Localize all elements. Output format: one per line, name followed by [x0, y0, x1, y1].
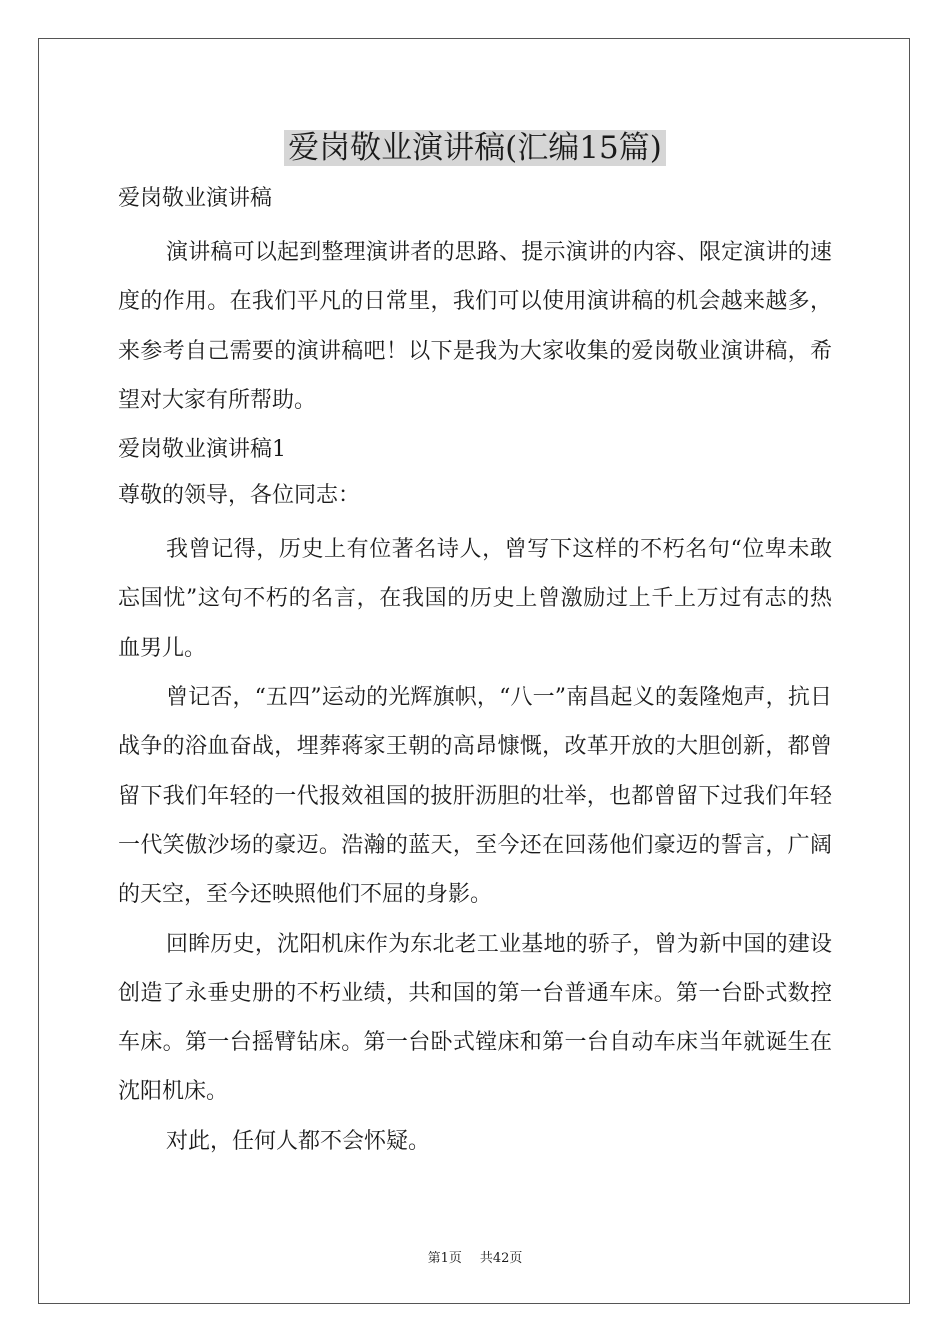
salutation: 尊敬的领导，各位同志：: [118, 483, 361, 509]
body-paragraph: 我曾记得，历史上有位著名诗人，曾写下这样的不朽名句“位卑未敢忘国忧”这句不朽的名言，在我国的历史上曾激励过上千上万过有志的热血男儿。: [118, 537, 832, 661]
section-title: 爱岗敬业演讲稿1: [118, 437, 286, 463]
page-number: 第1页: [427, 1251, 462, 1266]
page-footer: [0, 1247, 950, 1266]
page-total: 共42页: [479, 1251, 523, 1266]
document-body: [118, 178, 832, 1166]
body-paragraph: 回眸历史，沈阳机床作为东北老工业基地的骄子，曾为新中国的建设创造了永垂史册的不朽业绩，共和国的第一台普通车床。第一台卧式数控车床。第一台摇臂钻床。第一台卧式镗床和第一台自动车床当年就诞生在沈阳机床。: [118, 931, 832, 1105]
document-title: [0, 128, 950, 168]
document-title-text: 爱岗敬业演讲稿(汇编15篇): [284, 130, 666, 166]
document-subtitle: 爱岗敬业演讲稿: [118, 186, 273, 211]
intro-paragraph: 演讲稿可以起到整理演讲者的思路、提示演讲的内容、限定演讲的速度的作用。在我们平凡的日常里，我们可以使用演讲稿的机会越来越多，来参考自己需要的演讲稿吧！以下是我为大家收集的爱岗敬业演讲稿，希望对大家有所帮助。: [118, 240, 832, 413]
body-paragraph: 曾记否，“五四”运动的光辉旗帜，“八一”南昌起义的轰隆炮声，抗日战争的浴血奋战，埋葬蒋家王朝的高昂慷慨，改革开放的大胆创新，都曾留下我们年轻的一代报效祖国的披肝沥胆的壮举，也都曾留下过我们年轻一代笑傲沙场的豪迈。浩瀚的蓝天，至今还在回荡他们豪迈的誓言，广阔的天空，至今还映照他们不屈的身影。: [118, 685, 832, 908]
body-paragraph: 对此，任何人都不会怀疑。: [166, 1128, 431, 1154]
